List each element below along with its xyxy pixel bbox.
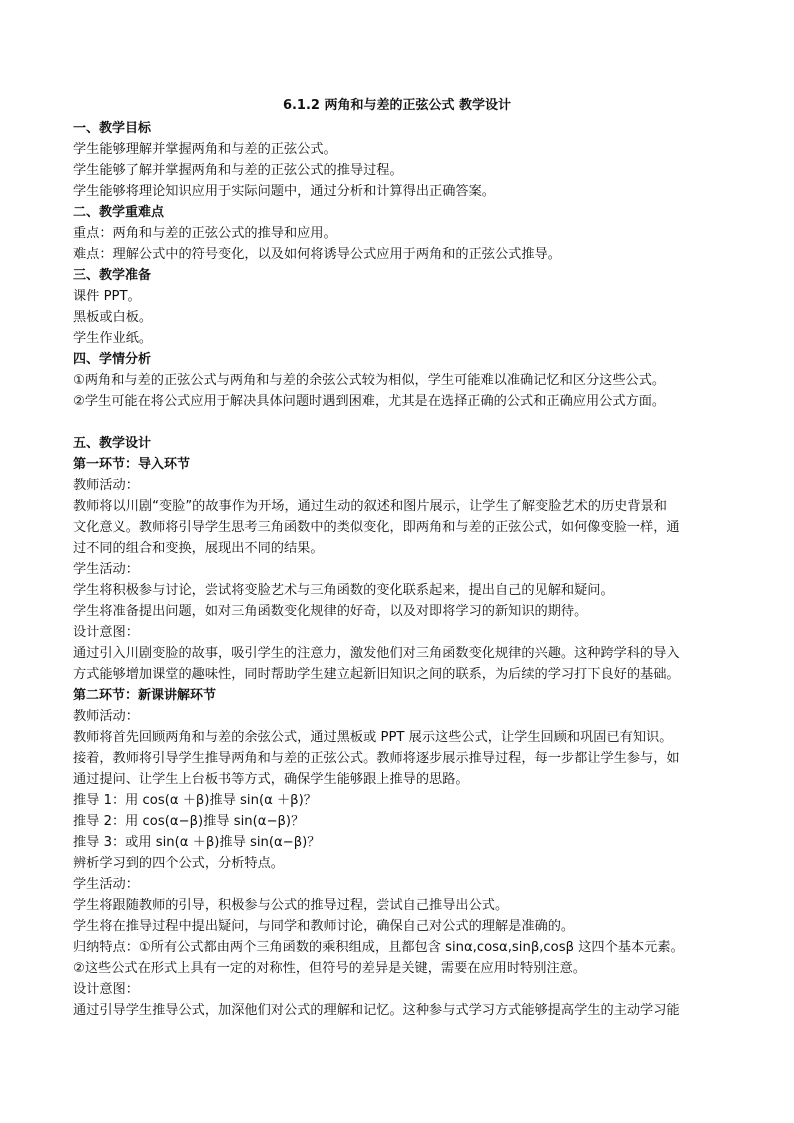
document-body — [73, 118, 733, 1021]
paragraph-line: 通过提问、让学生上台板书等方式，确保学生能够跟上推导的思路。 — [73, 772, 469, 787]
paragraph-line: ②这些公式在形式上具有一定的对称性，但符号的差异是关键，需要在应用时特别注意。 — [73, 961, 586, 976]
paragraph-line: 难点：理解公式中的符号变化，以及如何将诱导公式应用于两角和的正弦公式推导。 — [73, 247, 561, 262]
activity-label: 学生活动： — [73, 562, 139, 577]
paragraph-line: 文化意义。教师将引导学生思考三角函数中的类似变化，即两角和与差的正弦公式，如何像变脸一样，通 — [73, 520, 680, 535]
paragraph-line: 辨析学习到的四个公式，分析特点。 — [73, 856, 284, 871]
paragraph-line: 黑板或白板。 — [73, 310, 153, 325]
activity-label: 教师活动： — [73, 709, 139, 724]
paragraph-line: 学生将积极参与讨论，尝试将变脸艺术与三角函数的变化联系起来，提出自己的见解和疑问。 — [73, 583, 614, 598]
document-title: 6.1.2 两角和与差的正弦公式 教学设计 — [282, 98, 512, 113]
subsection-heading-new-lesson: 第二环节：新课讲解环节 — [73, 688, 217, 703]
paragraph-line: 接着，教师将引导学生推导两角和与差的正弦公式。教师将逐步展示推导过程，每一步都让学生参与，如 — [73, 751, 680, 766]
activity-label: 学生活动： — [73, 877, 139, 892]
section-heading-preparation: 三、教学准备 — [73, 268, 152, 283]
derivation-line: 推导 1：用 cos(α ＋β)推导 sin(α ＋β)？ — [73, 793, 317, 808]
section-heading-learner-analysis: 四、学情分析 — [73, 352, 152, 367]
paragraph-line: 学生将在推导过程中提出疑问，与同学和教师讨论，确保自己对公式的理解是准确的。 — [73, 919, 575, 934]
section-heading-teaching-design: 五、教学设计 — [73, 436, 152, 451]
subsection-heading-intro: 第一环节：导入环节 — [73, 457, 191, 472]
paragraph-line: 学生作业纸。 — [73, 331, 153, 346]
paragraph-line: 学生能够理解并掌握两角和与差的正弦公式。 — [73, 142, 337, 157]
paragraph-line: 学生能够将理论知识应用于实际问题中，通过分析和计算得出正确答案。 — [73, 184, 495, 199]
blank-line — [73, 412, 733, 433]
paragraph-line: 归纳特点：①所有公式都由两个三角函数的乘积组成，且都包含 sinα,cosα,sinβ,cosβ 这四个基本元素。 — [73, 940, 684, 955]
paragraph-line: ①两角和与差的正弦公式与两角和与差的余弦公式较为相似，学生可能难以准确记忆和区分这些公式。 — [73, 373, 666, 388]
paragraph-line: 重点：两角和与差的正弦公式的推导和应用。 — [73, 226, 337, 241]
paragraph-line: 方式能够增加课堂的趣味性，同时帮助学生建立起新旧知识之间的联系，为后续的学习打下良好的基础。 — [73, 667, 680, 682]
section-heading-objectives: 一、教学目标 — [73, 121, 152, 136]
paragraph-line: 通过引导学生推导公式，加深他们对公式的理解和记忆。这种参与式学习方式能够提高学生的主动学习能 — [73, 1003, 680, 1018]
paragraph-line: 过不同的组合和变换，展现出不同的结果。 — [73, 541, 324, 556]
paragraph-line: 学生将跟随教师的引导，积极参与公式的推导过程，尝试自己推导出公式。 — [73, 898, 509, 913]
paragraph-line: 教师将首先回顾两角和与差的余弦公式，通过黑板或 PPT 展示这些公式，让学生回顾和巩固已有知识。 — [73, 730, 673, 745]
derivation-line: 推导 2：用 cos(α−β)推导 sin(α−β)？ — [73, 814, 305, 829]
paragraph-line: 学生将准备提出问题，如对三角函数变化规律的好奇，以及对即将学习的新知识的期待。 — [73, 604, 588, 619]
paragraph-line: 通过引入川剧变脸的故事，吸引学生的注意力，激发他们对三角函数变化规律的兴趣。这种跨学科的导入 — [73, 646, 680, 661]
activity-label: 设计意图： — [73, 982, 139, 997]
section-heading-key-points: 二、教学重难点 — [73, 205, 165, 220]
paragraph-line: 教师将以川剧“变脸”的故事作为开场，通过生动的叙述和图片展示，让学生了解变脸艺术的历史背景和 — [73, 499, 667, 514]
activity-label: 教师活动： — [73, 478, 139, 493]
paragraph-line: ②学生可能在将公式应用于解决具体问题时遇到困难，尤其是在选择正确的公式和正确应用公式方面。 — [73, 394, 666, 409]
paragraph-line: 学生能够了解并掌握两角和与差的正弦公式的推导过程。 — [73, 163, 403, 178]
activity-label: 设计意图： — [73, 625, 139, 640]
derivation-line: 推导 3：或用 sin(α ＋β)推导 sin(α−β)？ — [73, 835, 321, 850]
paragraph-line: 课件 PPT。 — [73, 289, 141, 304]
